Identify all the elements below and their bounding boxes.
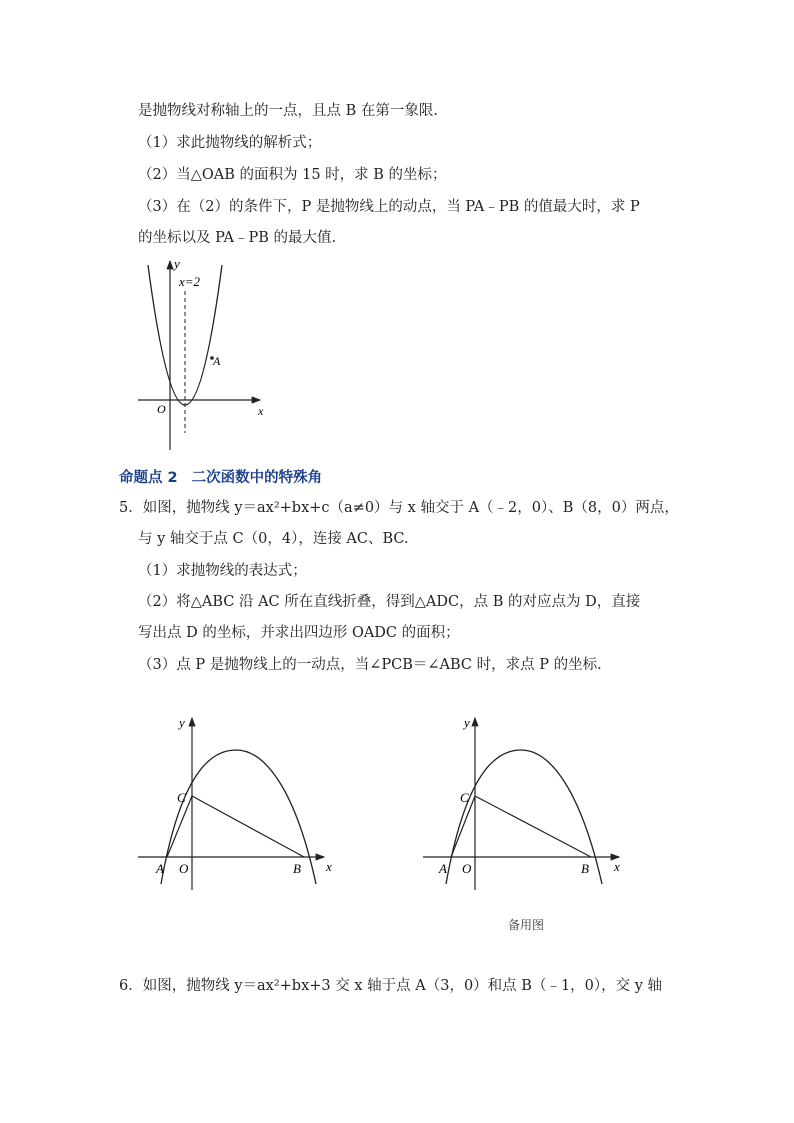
p5-question-2b: 写出点 D 的坐标，并求出四边形 OADC 的面积； [138,625,460,641]
backup-figure-caption: 备用图 [508,918,545,932]
p5-origin-label: O [179,861,189,876]
p5-point-a-label: A [156,861,164,876]
p4-origin-label: O [157,402,166,416]
p5-line2: 与 y 轴交于点 C（0，4），连接 AC、BC. [138,531,409,547]
p5-question-2a: （2）将△ABC 沿 AC 所在直线折叠，得到△ADC，点 B 的对应点为 D，直接 [138,594,641,610]
p5b-y-label: y [464,715,470,730]
p4-line1: 是抛物线对称轴上的一点，且点 B 在第一象限. [138,103,438,119]
p5-question-1: （1）求抛物线的表达式； [138,563,307,579]
p5-figure-backup [421,712,631,892]
section-label: 命题点 2 [119,470,178,486]
p5-segment-ac [167,796,192,857]
p5b-x-label: x [614,859,620,874]
p4-x-label: x [258,404,264,418]
p4-point-a-label: A [213,354,221,368]
p4-question-3a: （3）在（2）的条件下，P 是抛物线上的动点，当 PA﹣PB 的值最大时，求 P [138,199,640,215]
p5-question-3: （3）点 P 是抛物线上的一动点，当∠PCB＝∠ABC 时，求点 P 的坐标. [138,657,602,673]
section-title: 二次函数中的特殊角 [191,470,323,486]
p4-y-label: y [174,256,180,271]
p4-question-3b: 的坐标以及 PA﹣PB 的最大值. [138,230,337,246]
p5-y-label: y [179,715,185,730]
p5b-segment-ac [451,796,475,857]
p5-point-b-label: B [293,861,301,876]
p5-figure-main [136,712,346,892]
p5b-segment-bc [475,796,591,857]
p5-segment-bc [192,796,304,857]
p4-parabola-figure [130,255,280,455]
p6-line1: 6．如图，抛物线 y＝ax²+bx+3 交 x 轴于点 A（3，0）和点 B（﹣1，0），交 y 轴 [119,978,663,994]
p4-question-2: （2）当△OAB 的面积为 15 时，求 B 的坐标； [138,167,447,183]
p5-x-label: x [326,859,332,874]
p5b-point-a-label: A [439,861,447,876]
p5-line1: 5．如图，抛物线 y＝ax²+bx+c（a≠0）与 x 轴交于 A（﹣2，0）、B（8，0）两点， [119,500,679,516]
p5b-point-c-label: C [460,790,469,805]
p5b-origin-label: O [462,861,472,876]
p4-axis-equation: x=2 [179,274,201,289]
p4-question-1: （1）求此抛物线的解析式； [138,135,322,151]
p5b-point-b-label: B [581,861,589,876]
p5-point-c-label: C [177,790,186,805]
section-heading [119,466,322,487]
